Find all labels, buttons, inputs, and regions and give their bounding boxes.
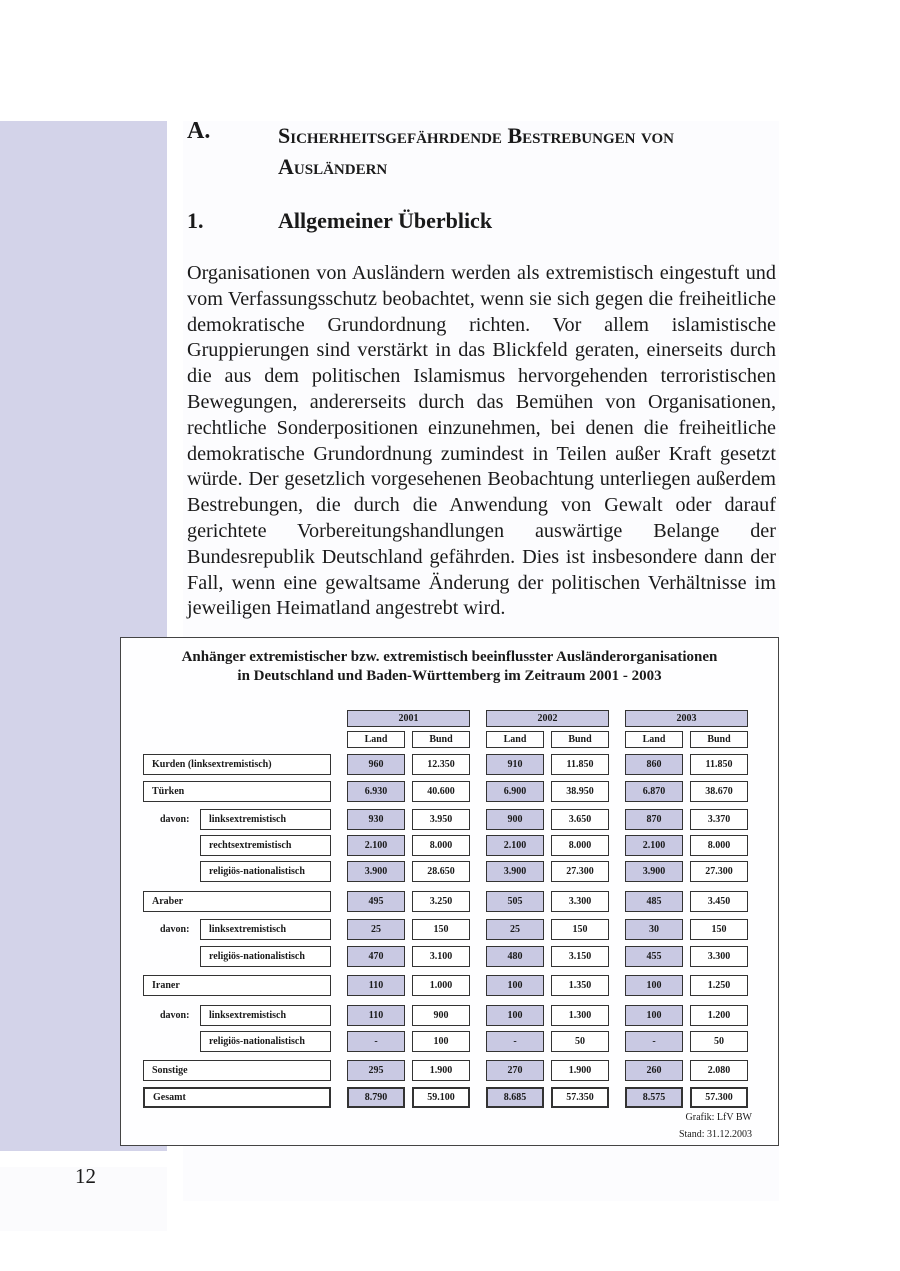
bund-value-cell: 3.100 — [412, 946, 470, 967]
land-value-cell: 505 — [486, 891, 544, 912]
land-value-cell: 270 — [486, 1060, 544, 1081]
page-number: 12 — [75, 1164, 96, 1188]
land-value-cell: - — [486, 1031, 544, 1052]
bund-value-cell: 150 — [551, 919, 609, 940]
bund-value-cell: 3.450 — [690, 891, 748, 912]
section-letter: A. — [187, 118, 211, 144]
bund-value-cell: 3.650 — [551, 809, 609, 830]
bund-value-cell: 38.950 — [551, 781, 609, 802]
bund-value-cell: 11.850 — [551, 754, 609, 775]
land-value-cell: 910 — [486, 754, 544, 775]
bund-value-cell: 1.000 — [412, 975, 470, 996]
year-header: 2001 — [347, 710, 470, 727]
bund-value-cell: 40.600 — [412, 781, 470, 802]
land-value-cell: 30 — [625, 919, 683, 940]
land-value-cell: - — [347, 1031, 405, 1052]
land-value-cell: 960 — [347, 754, 405, 775]
bund-value-cell: 2.080 — [690, 1060, 748, 1081]
statistics-figure — [120, 637, 779, 1146]
row-label: linksextremistisch — [200, 1005, 331, 1026]
bund-value-cell: 38.670 — [690, 781, 748, 802]
row-label: religiös-nationalistisch — [200, 946, 331, 967]
bund-value-cell: 1.350 — [551, 975, 609, 996]
bund-value-cell: 3.250 — [412, 891, 470, 912]
bund-value-cell: 900 — [412, 1005, 470, 1026]
land-value-cell: 100 — [486, 1005, 544, 1026]
section-title: Sicherheitsgefährdende Bestrebungen von Ausländern — [278, 123, 675, 179]
bund-value-cell: 59.100 — [412, 1087, 470, 1108]
bund-value-cell: 3.370 — [690, 809, 748, 830]
column-header-bund: Bund — [412, 731, 470, 748]
column-header-bund: Bund — [690, 731, 748, 748]
column-header-land: Land — [625, 731, 683, 748]
bund-value-cell: 150 — [690, 919, 748, 940]
bund-value-cell: 8.000 — [551, 835, 609, 856]
land-value-cell: 470 — [347, 946, 405, 967]
land-value-cell: 480 — [486, 946, 544, 967]
figure-title-line-2: in Deutschland und Baden-Württemberg im Zeitraum 2001 - 2003 — [237, 668, 662, 684]
land-value-cell: 860 — [625, 754, 683, 775]
davon-label: davon: — [160, 814, 190, 825]
land-value-cell: 3.900 — [625, 861, 683, 882]
row-label: religiös-nationalistisch — [200, 1031, 331, 1052]
year-header: 2003 — [625, 710, 748, 727]
year-header: 2002 — [486, 710, 609, 727]
land-value-cell: 2.100 — [625, 835, 683, 856]
land-value-cell: 110 — [347, 1005, 405, 1026]
bund-value-cell: 1.900 — [412, 1060, 470, 1081]
land-value-cell: 295 — [347, 1060, 405, 1081]
land-value-cell: 3.900 — [486, 861, 544, 882]
row-label: linksextremistisch — [200, 809, 331, 830]
bund-value-cell: 12.350 — [412, 754, 470, 775]
land-value-cell: 495 — [347, 891, 405, 912]
land-value-cell: 6.870 — [625, 781, 683, 802]
row-label: rechtsextremistisch — [200, 835, 331, 856]
row-label: Iraner — [143, 975, 331, 996]
davon-label: davon: — [160, 924, 190, 935]
row-label: linksextremistisch — [200, 919, 331, 940]
bund-value-cell: 57.350 — [551, 1087, 609, 1108]
land-value-cell: 930 — [347, 809, 405, 830]
bund-value-cell: 1.250 — [690, 975, 748, 996]
bund-value-cell: 8.000 — [412, 835, 470, 856]
land-value-cell: 8.790 — [347, 1087, 405, 1108]
row-label: Gesamt — [143, 1087, 331, 1108]
bund-value-cell: 11.850 — [690, 754, 748, 775]
land-value-cell: 2.100 — [486, 835, 544, 856]
land-value-cell: 100 — [625, 1005, 683, 1026]
land-value-cell: 485 — [625, 891, 683, 912]
bund-value-cell: 27.300 — [690, 861, 748, 882]
bund-value-cell: 1.900 — [551, 1060, 609, 1081]
land-value-cell: 6.930 — [347, 781, 405, 802]
land-value-cell: 3.900 — [347, 861, 405, 882]
land-value-cell: 260 — [625, 1060, 683, 1081]
land-value-cell: 8.685 — [486, 1087, 544, 1108]
subsection-title: Allgemeiner Überblick — [278, 208, 493, 233]
bund-value-cell: 50 — [690, 1031, 748, 1052]
bund-value-cell: 50 — [551, 1031, 609, 1052]
bund-value-cell: 8.000 — [690, 835, 748, 856]
figure-title — [121, 648, 778, 686]
land-value-cell: 2.100 — [347, 835, 405, 856]
bund-value-cell: 27.300 — [551, 861, 609, 882]
land-value-cell: 100 — [486, 975, 544, 996]
figure-source: Grafik: LfV BW — [685, 1112, 752, 1123]
land-value-cell: 100 — [625, 975, 683, 996]
bund-value-cell: 3.950 — [412, 809, 470, 830]
bund-value-cell: 1.300 — [551, 1005, 609, 1026]
column-header-land: Land — [486, 731, 544, 748]
body-paragraph: Organisationen von Ausländern werden als extremistisch eingestuft und vom Verfassungsschutz beobachtet, wenn sie sich gegen die freiheitliche demokratische Grundordnung richten. Vor allem islamistische Gruppierungen sind verstärkt in das Blickfeld geraten, einerseits durch die aus dem politischen Islamismus hervorgehenden terroristischen Bewegungen, andererseits durch das Bemühen von Organisationen, rechtliche Sonderpositionen einzunehmen, bei denen die freiheitliche demokratische Grundordnung zumindest in Teilen außer Kraft gesetzt würde. Der gesetzlich vorgesehenen Beobachtung unterliegen außerdem Bestrebungen, die durch die Anwendung von Gewalt oder darauf gerichtete Vorbereitungshandlungen auswärtige Belange der Bundesrepublik Deutschland gefährden. Dies ist insbesondere dann der Fall, wenn eine gewaltsame Änderung der politischen Verhältnisse im jeweiligen Heimatland angestrebt wird. — [187, 262, 776, 620]
bund-value-cell: 28.650 — [412, 861, 470, 882]
bund-value-cell: 100 — [412, 1031, 470, 1052]
land-value-cell: 6.900 — [486, 781, 544, 802]
figure-date: Stand: 31.12.2003 — [678, 1129, 752, 1140]
bund-value-cell: 57.300 — [690, 1087, 748, 1108]
bund-value-cell: 3.150 — [551, 946, 609, 967]
bund-value-cell: 1.200 — [690, 1005, 748, 1026]
row-label: Sonstige — [143, 1060, 331, 1081]
column-header-land: Land — [347, 731, 405, 748]
bund-value-cell: 150 — [412, 919, 470, 940]
column-header-bund: Bund — [551, 731, 609, 748]
land-value-cell: 25 — [347, 919, 405, 940]
bund-value-cell: 3.300 — [551, 891, 609, 912]
land-value-cell: 900 — [486, 809, 544, 830]
land-value-cell: - — [625, 1031, 683, 1052]
land-value-cell: 110 — [347, 975, 405, 996]
row-label: religiös-nationalistisch — [200, 861, 331, 882]
land-value-cell: 8.575 — [625, 1087, 683, 1108]
land-value-cell: 25 — [486, 919, 544, 940]
row-label: Kurden (linksextremistisch) — [143, 754, 331, 775]
land-value-cell: 455 — [625, 946, 683, 967]
figure-title-line-1: Anhänger extremistischer bzw. extremistisch beeinflusster Ausländerorganisationen — [181, 649, 718, 665]
row-label: Araber — [143, 891, 331, 912]
row-label: Türken — [143, 781, 331, 802]
davon-label: davon: — [160, 1010, 190, 1021]
subsection-number: 1. — [187, 208, 204, 233]
bund-value-cell: 3.300 — [690, 946, 748, 967]
land-value-cell: 870 — [625, 809, 683, 830]
